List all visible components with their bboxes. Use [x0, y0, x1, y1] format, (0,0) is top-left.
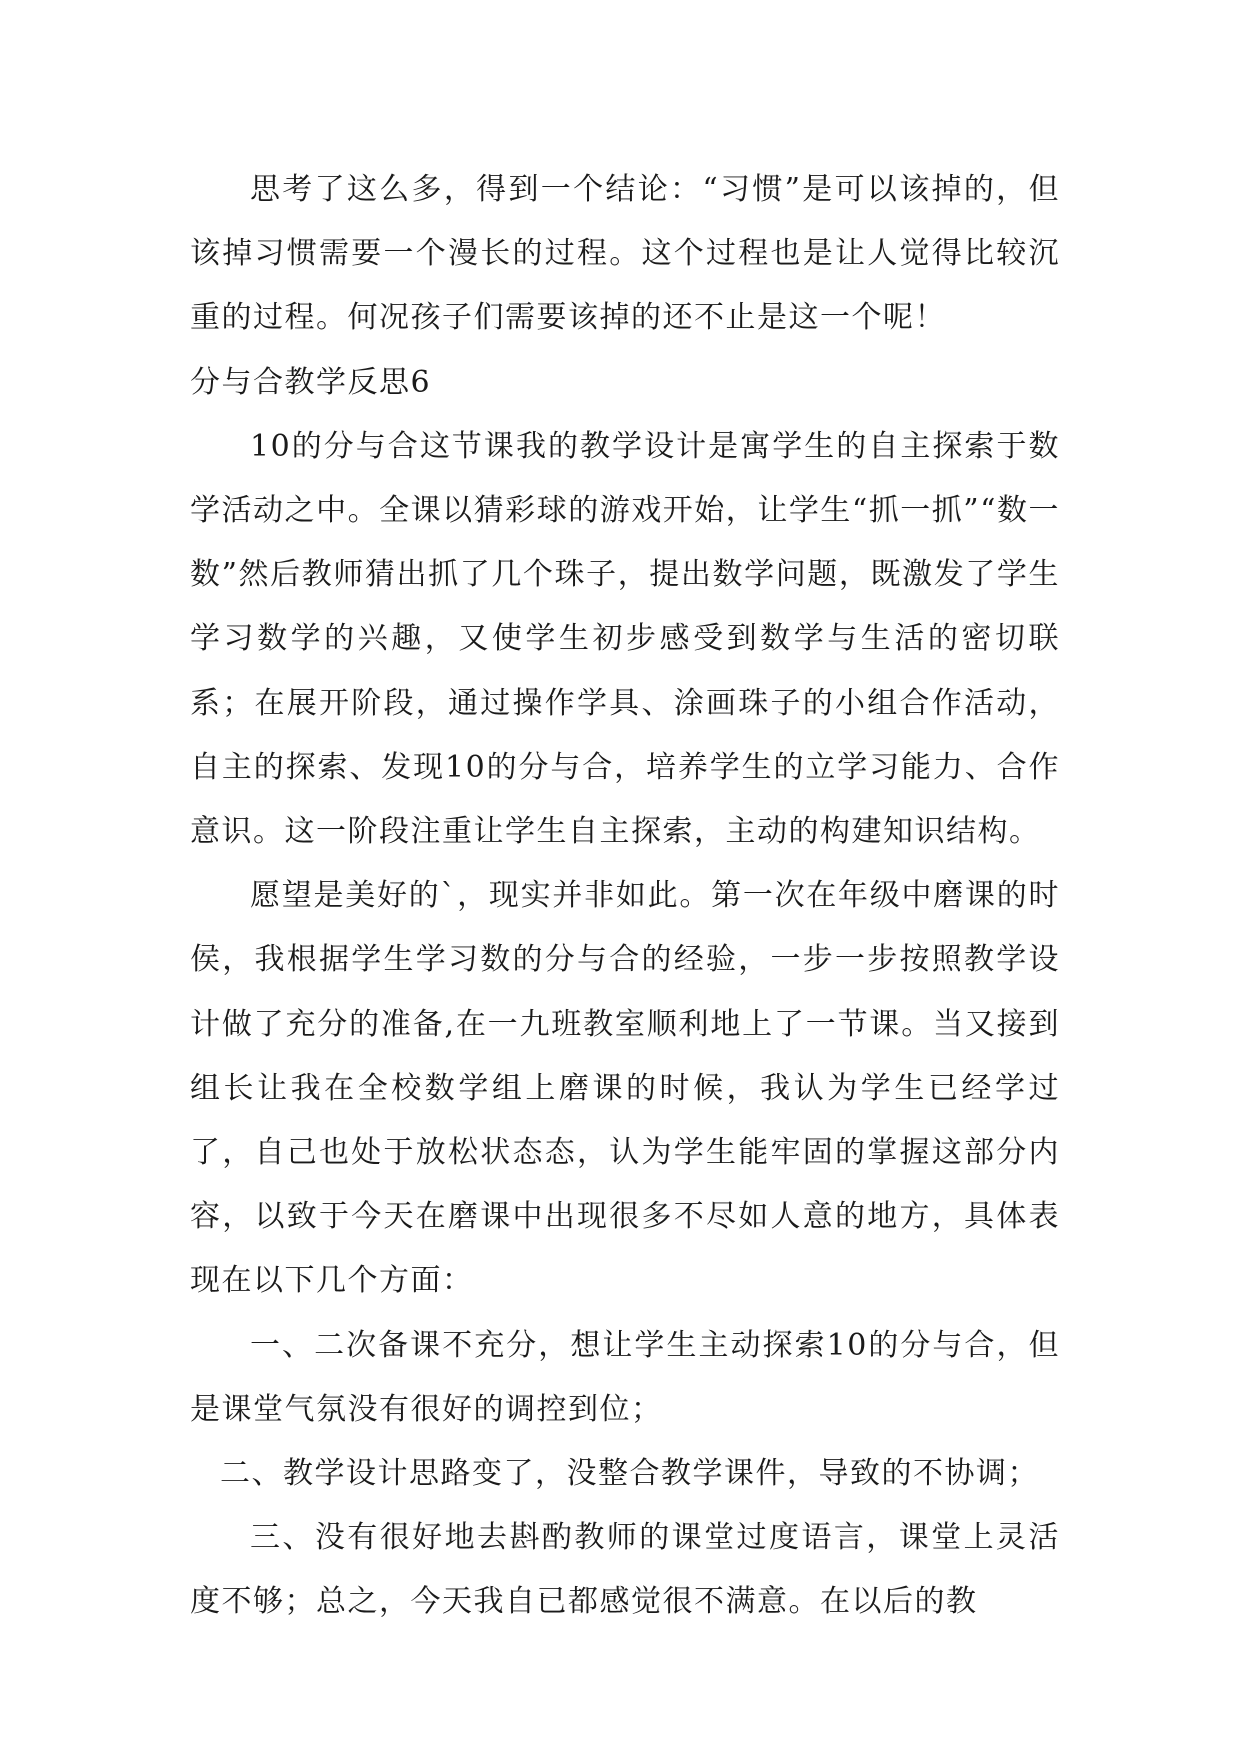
paragraph-design: 10的分与合这节课我的教学设计是寓学生的自主探索于数学活动之中。全课以猜彩球的游戏开始，让学生“抓一抓”“数一数”然后教师猜出抓了几个珠子，提出数学问题，既激发了学生学习数学的兴趣，又使学生初步感受到数学与生活的密切联系；在展开阶段，通过操作学具、涂画珠子的小组合作活动，自主的探索、发现10的分与合，培养学生的立学习能力、合作意识。这一阶段注重让学生自主探索，主动的构建知识结构。 [190, 428, 1060, 850]
paragraph-point-three: 三、没有很好地去斟酌教师的课堂过度语言，课堂上灵活度不够；总之，今天我自已都感觉很不满意。在以后的教 [190, 1520, 1060, 1620]
paragraph-reality: 愿望是美好的`，现实并非如此。第一次在年级中磨课的时侯，我根据学生学习数的分与合的经验，一步一步按照教学设计做了充分的准备,在一九班教室顺利地上了一节课。当又接到组长让我在全校数学组上磨课的时候，我认为学生已经学过了，自己也处于放松状态态，认为学生能牢固的掌握这部分内容，以致于今天在磨课中出现很多不尽如人意的地方，具体表现在以下几个方面： [190, 878, 1060, 1299]
document-body [190, 158, 1060, 1635]
paragraph-point-one: 一、二次备课不充分，想让学生主动探索10的分与合，但是课堂气氛没有很好的调控到位； [190, 1327, 1060, 1427]
paragraph-point-two: 二、教学设计思路变了，没整合教学课件，导致的不协调； [220, 1456, 1039, 1492]
section-heading: 分与合教学反思6 [190, 364, 432, 400]
paragraph-conclusion: 思考了这么多，得到一个结论：“习惯”是可以该掉的，但该掉习惯需要一个漫长的过程。这个过程也是让人觉得比较沉重的过程。何况孩子们需要该掉的还不止是这一个呢！ [190, 172, 1060, 336]
